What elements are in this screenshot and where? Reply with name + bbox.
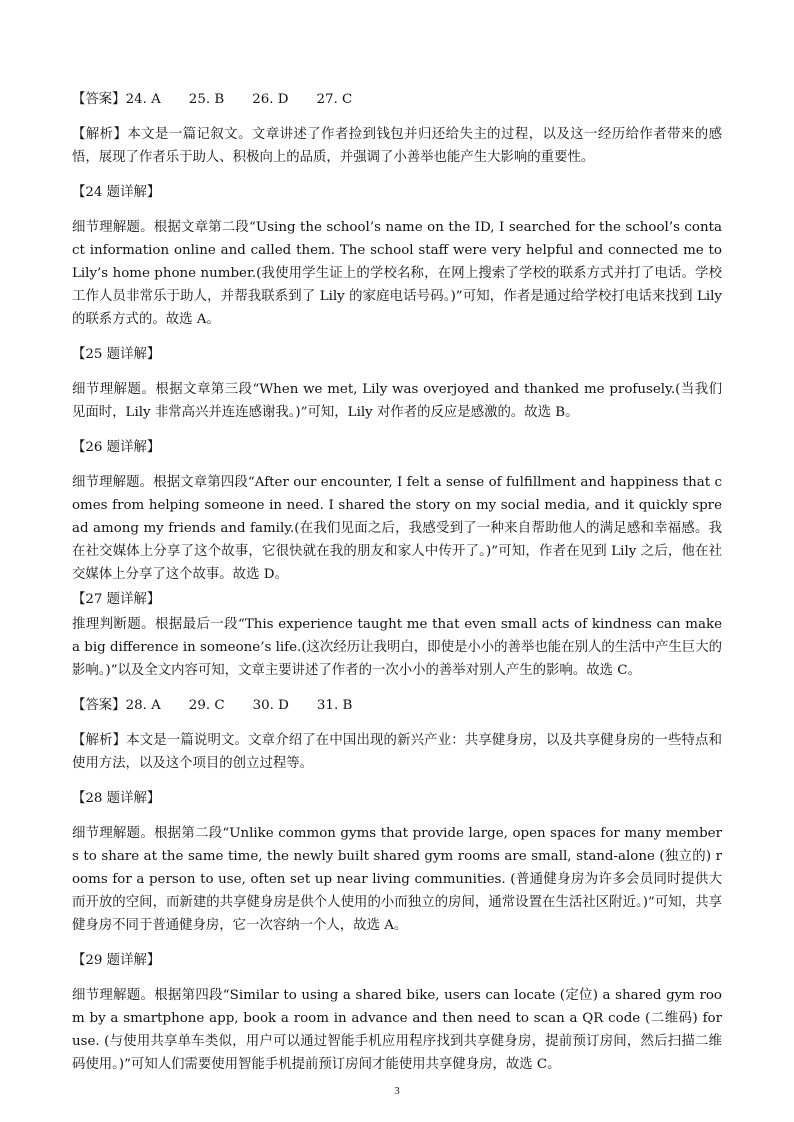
question-heading-24: 【24 题详解】 — [72, 185, 161, 200]
analysis-paragraph-1: 【解析】本文是一篇记叙文。文章讲述了作者捡到钱包并归还给失主的过程，以及这一经历给作者带来的感悟，展现了作者乐于助人、积极向上的品质，并强调了小善举也能产生大影响的重要性。 — [72, 127, 722, 165]
question-heading-27: 【27 题详解】 — [72, 592, 161, 607]
answer-item: 30. D — [252, 698, 289, 713]
answer-item: 28. A — [125, 698, 161, 713]
question-explanation-25: 细节理解题。根据文章第三段“When we met, Lily was overjoyed and thanked me profusely.(当我们见面时，Lily 非常高兴并连连感谢我。)”可知，Lily 对作者的反应是感激的。故选 B。 — [72, 382, 722, 420]
answer-line-1 — [72, 88, 722, 111]
question-explanation-27: 推理判断题。根据最后一段“This experience taught me that even small acts of kindness can make a big difference in someone’s life.(这次经历让我明白，即使是小小的善举也能在别人的生活中产生巨大的影响。)”以及全文内容可知，文章主要讲述了作者的一次小小的善举对别人产生的影响。故选 C。 — [72, 617, 722, 678]
analysis-paragraph-2: 【解析】本文是一篇说明文。文章介绍了在中国出现的新兴产业：共享健身房，以及共享健身房的一些特点和使用方法，以及这个项目的创立过程等。 — [72, 733, 722, 771]
answer-item: 25. B — [188, 92, 225, 107]
answer-label: 【答案】 — [72, 92, 126, 107]
answer-item: 29. C — [188, 698, 225, 713]
page-number: 3 — [394, 1085, 400, 1097]
question-explanation-29: 细节理解题。根据第四段“Similar to using a shared bike, users can locate (定位) a shared gym room by a smartphone app, book a room in advance and then need to scan a QR code (二维码) for use. (与使用共享单车类似，用户可以通过智能手机应用程序找到共享健身房，提前预订房间，然后扫描二维码使用。)”可知人们需要使用智能手机提前预订房间才能使用共享健身房，故选 C。 — [72, 988, 722, 1072]
question-heading-29: 【29 题详解】 — [72, 953, 161, 968]
answer-line-2 — [72, 694, 722, 717]
answer-item: 24. A — [125, 92, 161, 107]
document-body — [72, 88, 722, 1088]
question-heading-26: 【26 题详解】 — [72, 440, 161, 455]
question-heading-25: 【25 题详解】 — [72, 347, 161, 362]
question-explanation-26: 细节理解题。根据文章第四段“After our encounter, I felt a sense of fulfillment and happiness that comes from helping someone in need. I shared the story on my social media, and it quickly spread among my friends and family.(在我们见面之后，我感受到了一种来自帮助他人的满足感和幸福感。我在社交媒体上分享了这个故事，它很快就在我的朋友和家人中传开了。)”可知，作者在见到 Lily 之后，他在社交媒体上分享了这个故事。故选 D。 — [72, 475, 722, 582]
question-explanation-28: 细节理解题。根据第二段“Unlike common gyms that provide large, open spaces for many members to share at the same time, the newly built shared gym rooms are small, stand-alone (独立的) rooms for a person to use, often set up near living communities. (普通健身房为许多会员同时提供大而开放的空间，而新建的共享健身房是供个人使用的小而独立的房间，通常设置在生活社区附近。)”可知，共享健身房不同于普通健身房，它一次容纳一个人，故选 A。 — [72, 826, 722, 933]
answer-item: 27. C — [316, 92, 353, 107]
answer-item: 26. D — [252, 92, 289, 107]
question-explanation-24: 细节理解题。根据文章第二段“Using the school’s name on the ID, I searched for the school’s contact information online and called them. The school staff were very helpful and connected me to Lily’s home phone number.(我使用学生证上的学校名称，在网上搜索了学校的联系方式并打了电话。学校工作人员非常乐于助人，并帮我联系到了 Lily 的家庭电话号码。)”可知，作者是通过给学校打电话来找到 Lily 的联系方式的。故选 A。 — [72, 220, 722, 327]
question-heading-28: 【28 题详解】 — [72, 791, 161, 806]
answer-item: 31. B — [316, 698, 353, 713]
answer-label: 【答案】 — [72, 698, 126, 713]
